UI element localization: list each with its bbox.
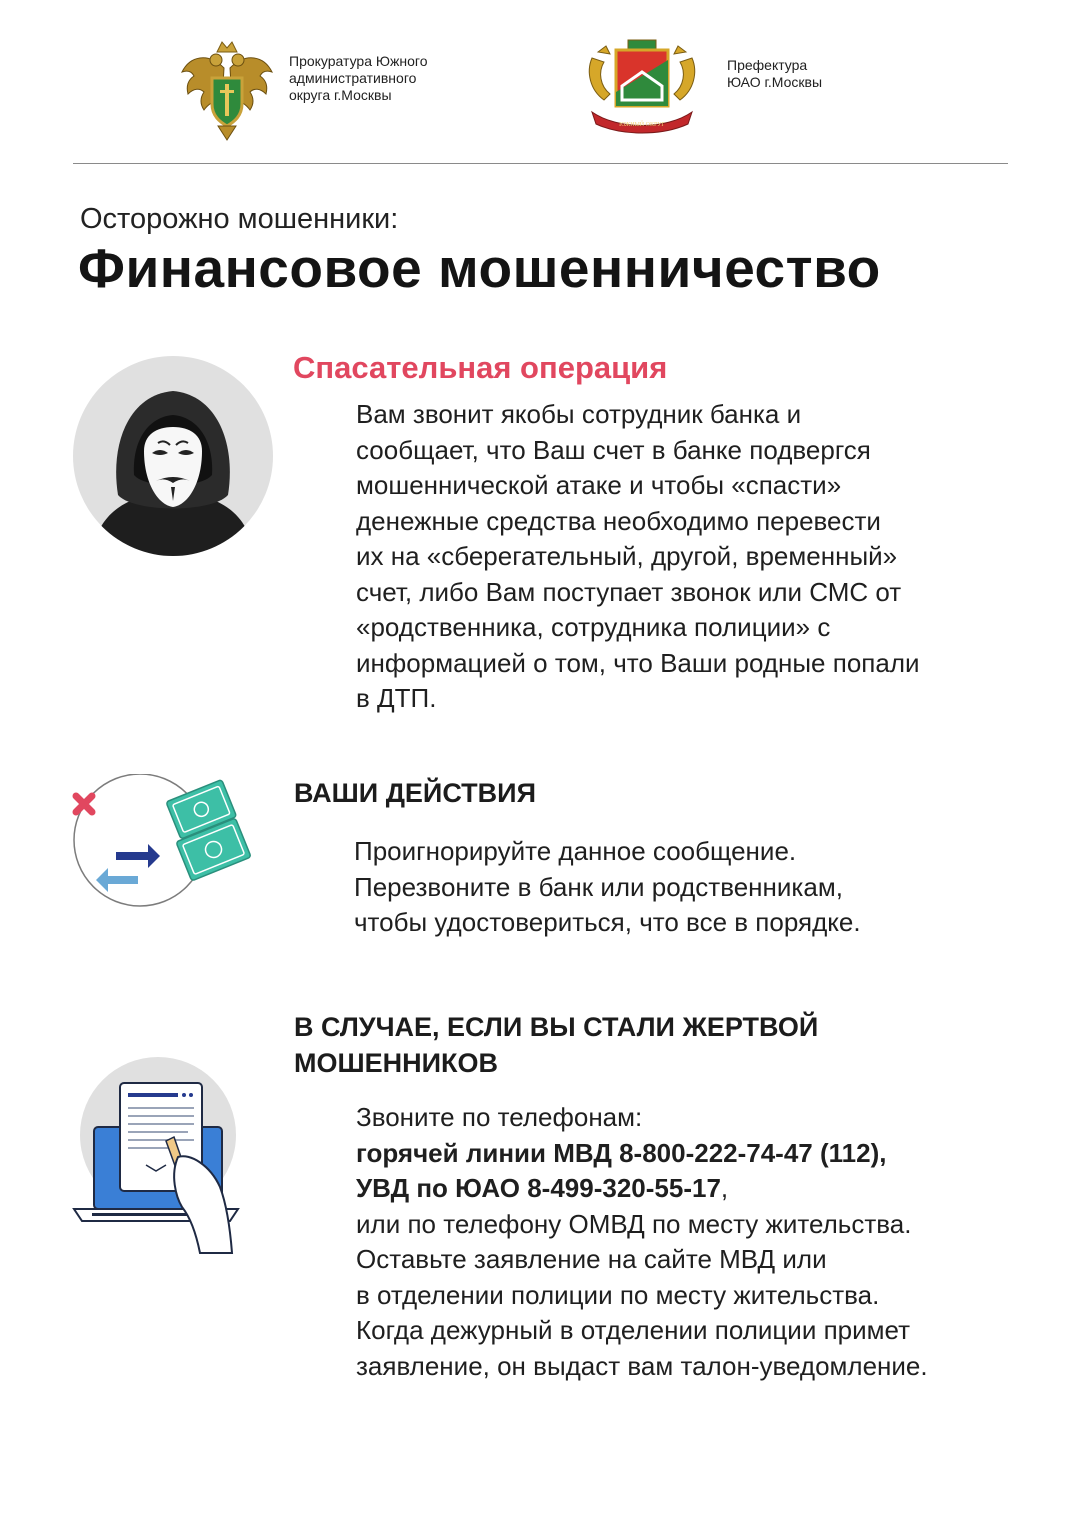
section-title-if-victim [294,1009,818,1081]
uvd-phone: УВД по ЮАО 8-499-320-55-17 [356,1173,721,1203]
prefecture-org-name [727,57,822,91]
hotline-phone: горячей линии МВД 8-800-222-74-47 (112), [356,1137,887,1168]
body-line: сообщает, что Ваш счет в банке подвергся [356,434,871,465]
body-line: счет, либо Вам поступает звонок или СМС от [356,576,902,607]
prefecture-org-line: Префектура [727,57,808,73]
body-line: Звоните по телефонам: [356,1102,643,1132]
hooded-hacker-icon [72,355,274,557]
body-line: Перезвоните в банк или родственникам, [354,871,843,902]
prosecutor-org-line: округа г.Москвы [289,87,392,103]
section-title-rescue-operation: Спасательная операция [293,350,668,385]
body-line: в отделении полиции по месту жительства. [356,1279,880,1310]
body-line: «родственника, сотрудника полиции» с [356,612,831,642]
money-transfer-icon [68,774,258,908]
section-body-your-actions [354,834,861,941]
prefecture-coat-of-arms-icon [582,38,702,136]
prosecutor-org-line: Прокуратура Южного [289,53,428,69]
body-line: их на «сберегательный, другой, временный» [356,541,898,571]
prosecutor-emblem-icon [178,38,276,142]
section-title-line: В СЛУЧАЕ, ЕСЛИ ВЫ СТАЛИ ЖЕРТВОЙ [294,1012,819,1042]
prosecutor-org-name [289,53,428,104]
section-title-line: МОШЕННИКОВ [294,1048,499,1078]
section-title-your-actions: ВАШИ ДЕЙСТВИЯ [294,778,536,808]
prosecutor-org-line: административного [289,70,417,86]
body-line: Оставьте заявление на сайте МВД или [356,1244,827,1274]
body-line: информацией о том, что Ваши родные попали [356,647,920,678]
body-line: Когда дежурный в отделении полиции примет [356,1315,911,1345]
body-line: чтобы удостовериться, что все в порядке. [354,907,861,937]
body-line: Вам звонит якобы сотрудник банка и [356,399,802,429]
laptop-document-icon [70,1057,240,1263]
page-title: Финансовое мошенничество [78,237,881,299]
body-line: мошеннической атаке и чтобы «спасти» [356,470,842,500]
header-divider [73,163,1008,164]
body-line: денежные средства необходимо перевести [356,505,881,536]
body-line: в ДТП. [356,683,437,713]
page-subtitle: Осторожно мошенники: [80,203,399,235]
prefecture-org-line: ЮАО г.Москвы [727,74,823,90]
body-line: или по телефону ОМВД по месту жительства. [356,1208,912,1239]
ribbon-text: ЮЖНЫЙ ОКРУГ [619,122,665,128]
uvd-phone-suffix: , [720,1173,729,1203]
section-body-if-victim [356,1100,928,1384]
section-body-rescue-operation [356,397,920,717]
body-line: Проигнорируйте данное сообщение. [354,836,797,866]
body-line: заявление, он выдаст вам талон-уведомление. [356,1350,928,1381]
